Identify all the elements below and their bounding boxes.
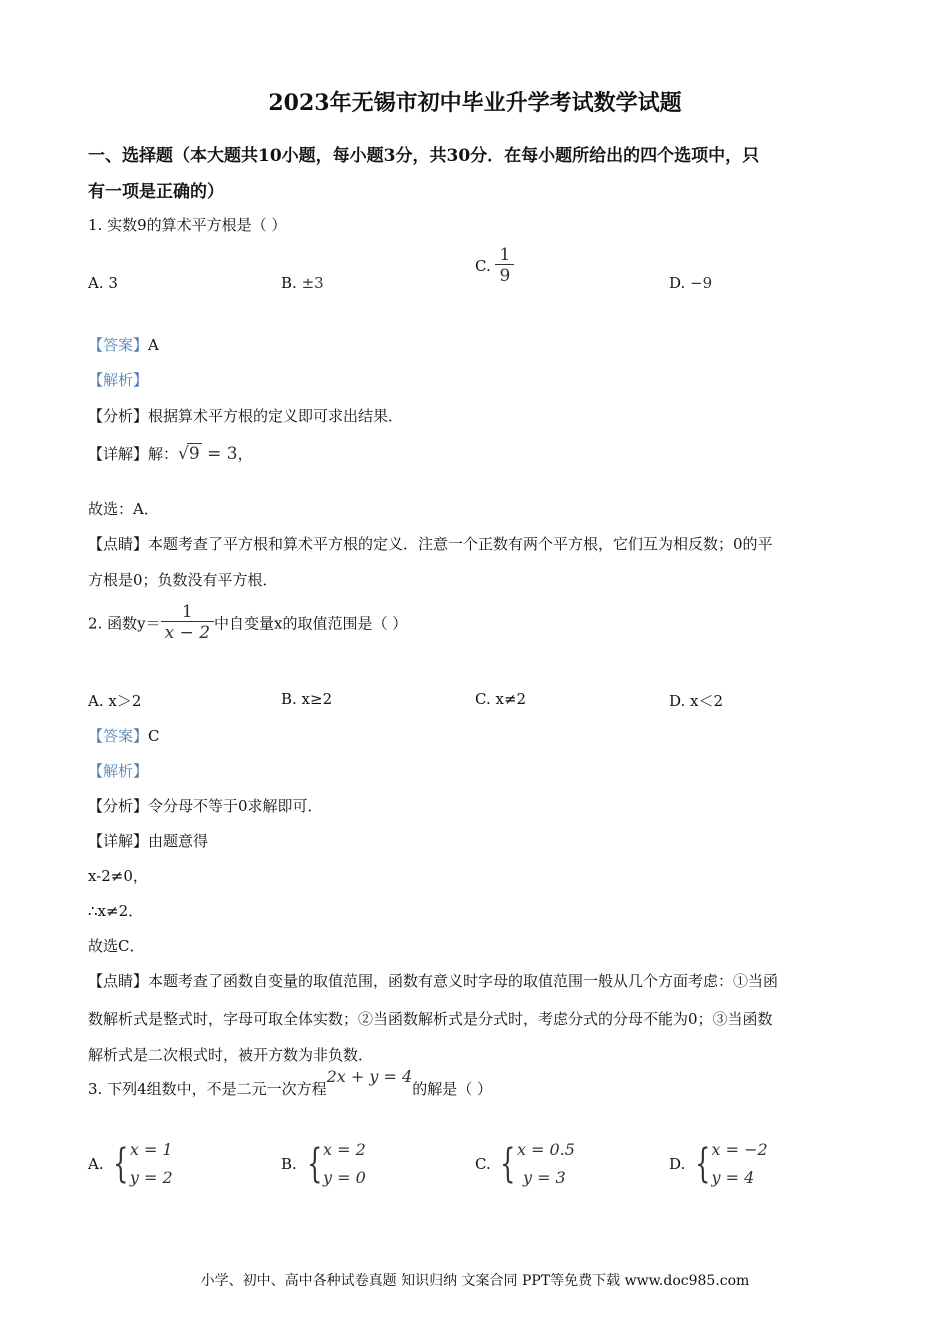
q1-xiangjie: 【详解】解：√9 = 3， bbox=[88, 444, 253, 464]
q2-analysis-tag: 【解析】 bbox=[88, 762, 149, 780]
q2-xiangjie: 【详解】由题意得 bbox=[88, 832, 209, 850]
q3-option-c: C. { x = 0.5 y = 3 bbox=[475, 1140, 575, 1187]
q2-step1: x-2≠0， bbox=[88, 867, 148, 885]
q1-option-c-fraction: $\frac{1}{9}$ bbox=[495, 246, 514, 286]
q1-dianjing-line1: 【点睛】本题考查了平方根和算术平方根的定义．注意一个正数有两个平方根，它们互为相反数；0的平 bbox=[88, 535, 773, 553]
q1-analysis-tag: 【解析】 bbox=[88, 371, 149, 389]
q2-option-a: A. x＞2 bbox=[88, 692, 142, 710]
q2-option-d: D. x＜2 bbox=[669, 692, 724, 710]
q2-dianjing-line3: 解析式是二次根式时，被开方数为非负数． bbox=[88, 1046, 374, 1064]
page-footer: 小学、初中、高中各种试卷真题 知识归纳 文案合同 PPT等免费下载 www.doc985.com bbox=[200, 1273, 750, 1289]
q3-equation: 2x + y = 4 bbox=[326, 1067, 413, 1086]
q2-choose: 故选C． bbox=[88, 937, 145, 955]
q2-fenxi: 【分析】令分母不等于0求解即可． bbox=[88, 797, 323, 815]
q1-choose: 故选：A． bbox=[88, 500, 159, 518]
q2-stem: 2. 函数y＝ $\frac{1}{x - 2}$ 中自变量x的取值范围是（ ） bbox=[88, 602, 408, 643]
q1-stem: 1. 实数9的算术平方根是（ ） bbox=[88, 216, 287, 234]
q3-option-b: B. { x = 2 y = 0 bbox=[281, 1140, 366, 1187]
page-title: 2023年无锡市初中毕业升学考试数学试题 bbox=[268, 90, 682, 116]
q2-step2: ∴x≠2． bbox=[88, 902, 144, 920]
q2-dianjing-line2: 数解析式是整式时，字母可取全体实数；②当函数解析式是分式时，考虑分式的分母不能为0；③当函数 bbox=[88, 1010, 773, 1028]
q1-option-d: D. −9 bbox=[669, 274, 713, 292]
q1-answer: 【答案】A bbox=[88, 336, 159, 354]
section-heading-line2: 有一项是正确的） bbox=[88, 182, 224, 202]
q2-option-c: C. x≠2 bbox=[475, 690, 527, 708]
q1-fenxi: 【分析】根据算术平方根的定义即可求出结果． bbox=[88, 407, 404, 425]
q1-dianjing-line2: 方根是0；负数没有平方根． bbox=[88, 571, 278, 589]
q3-option-d: D. { x = −2 y = 4 bbox=[669, 1140, 768, 1187]
q2-fraction: $\frac{1}{x - 2}$ bbox=[161, 603, 214, 643]
q2-dianjing-line1: 【点睛】本题考查了函数自变量的取值范围，函数有意义时字母的取值范围一般从几个方面考虑：①当函 bbox=[88, 972, 779, 990]
q1-option-c: C. $\frac{1}{9}$ bbox=[475, 246, 514, 286]
q2-option-b: B. x≥2 bbox=[281, 690, 333, 708]
q2-answer: 【答案】C bbox=[88, 727, 160, 745]
q3-stem: 3. 下列4组数中，不是二元一次方程2x + y = 4的解是（ ） bbox=[88, 1067, 492, 1098]
q3-option-a: A. { x = 1 y = 2 bbox=[88, 1140, 173, 1187]
section-heading-line1: 一、选择题（本大题共10小题，每小题3分，共30分．在每小题所给出的四个选项中，只 bbox=[88, 146, 760, 166]
q1-option-b: B. ±3 bbox=[281, 274, 324, 292]
q1-option-a: A. 3 bbox=[88, 274, 118, 292]
